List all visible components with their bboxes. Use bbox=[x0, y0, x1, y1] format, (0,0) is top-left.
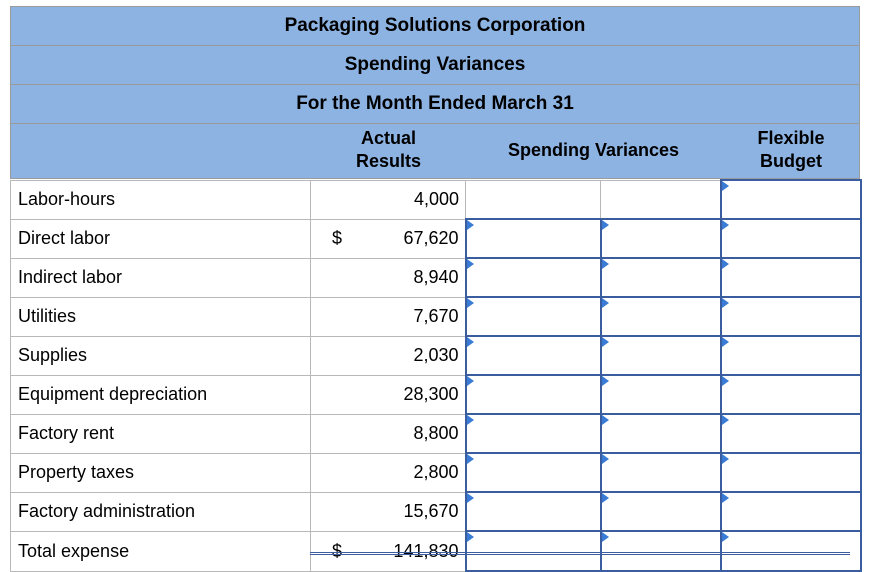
row-label: Supplies bbox=[11, 336, 311, 375]
dropdown-marker-icon bbox=[467, 220, 474, 230]
variance-type-input[interactable] bbox=[601, 453, 721, 492]
dropdown-marker-icon bbox=[722, 298, 729, 308]
dollar-sign: $ bbox=[311, 219, 351, 258]
variance-amount-input[interactable] bbox=[466, 297, 601, 336]
dollar-sign bbox=[311, 375, 351, 414]
actual-value: 2,800 bbox=[351, 453, 466, 492]
variance-amount-input[interactable] bbox=[466, 453, 601, 492]
dropdown-marker-icon bbox=[467, 259, 474, 269]
flexible-budget-input[interactable] bbox=[721, 258, 861, 297]
variance-amount-input[interactable] bbox=[466, 492, 601, 531]
variance-amount-input[interactable] bbox=[466, 219, 601, 258]
dropdown-marker-icon bbox=[467, 298, 474, 308]
actual-value: 7,670 bbox=[351, 297, 466, 336]
variance-amount-input[interactable] bbox=[466, 336, 601, 375]
dropdown-marker-icon bbox=[467, 337, 474, 347]
table-row bbox=[11, 375, 861, 414]
flexible-budget-input[interactable] bbox=[721, 414, 861, 453]
variance-type-input[interactable] bbox=[601, 219, 721, 258]
row-label: Utilities bbox=[11, 297, 311, 336]
dollar-sign: $ bbox=[311, 531, 351, 571]
row-label: Total expense bbox=[11, 531, 311, 571]
dropdown-marker-icon bbox=[467, 415, 474, 425]
row-label: Indirect labor bbox=[11, 258, 311, 297]
table-row bbox=[11, 219, 861, 258]
table-row bbox=[11, 492, 861, 531]
dropdown-marker-icon bbox=[602, 415, 609, 425]
actual-value: 141,830 bbox=[351, 531, 466, 571]
dropdown-marker-icon bbox=[602, 493, 609, 503]
dropdown-marker-icon bbox=[602, 376, 609, 386]
variance-type-input[interactable] bbox=[601, 414, 721, 453]
row-label: Factory rent bbox=[11, 414, 311, 453]
table-row bbox=[11, 180, 861, 219]
variance-type-input bbox=[601, 180, 721, 219]
dropdown-marker-icon bbox=[602, 532, 609, 542]
dropdown-marker-icon bbox=[722, 415, 729, 425]
report-period: For the Month Ended March 31 bbox=[10, 84, 860, 124]
dollar-sign bbox=[311, 453, 351, 492]
row-label: Direct labor bbox=[11, 219, 311, 258]
dollar-sign bbox=[311, 414, 351, 453]
actual-value: 15,670 bbox=[351, 492, 466, 531]
flexible-budget-input[interactable] bbox=[721, 531, 861, 571]
variance-type-input[interactable] bbox=[601, 297, 721, 336]
variance-type-input[interactable] bbox=[601, 258, 721, 297]
actual-value: 8,800 bbox=[351, 414, 466, 453]
dropdown-marker-icon bbox=[722, 454, 729, 464]
flexible-budget-input[interactable] bbox=[721, 297, 861, 336]
total-double-underline bbox=[310, 552, 850, 555]
dropdown-marker-icon bbox=[722, 532, 729, 542]
variance-type-input[interactable] bbox=[601, 492, 721, 531]
spending-variances-header: Spending Variances bbox=[507, 140, 680, 160]
row-label: Factory administration bbox=[11, 492, 311, 531]
dropdown-marker-icon bbox=[602, 220, 609, 230]
table-row bbox=[11, 297, 861, 336]
variance-amount-input[interactable] bbox=[466, 375, 601, 414]
variance-type-input[interactable] bbox=[601, 531, 721, 571]
variance-amount-input bbox=[466, 180, 601, 219]
actual-value: 28,300 bbox=[351, 375, 466, 414]
flexible-budget-input[interactable] bbox=[721, 453, 861, 492]
dropdown-marker-icon bbox=[722, 493, 729, 503]
dropdown-marker-icon bbox=[467, 493, 474, 503]
row-label: Labor-hours bbox=[11, 180, 311, 219]
spending-variance-report bbox=[10, 6, 860, 572]
dropdown-marker-icon bbox=[722, 376, 729, 386]
variance-type-input[interactable] bbox=[601, 336, 721, 375]
flexible-budget-input[interactable] bbox=[721, 375, 861, 414]
dollar-sign bbox=[311, 180, 351, 219]
variance-amount-input[interactable] bbox=[466, 414, 601, 453]
actual-value: 8,940 bbox=[351, 258, 466, 297]
dropdown-marker-icon bbox=[722, 259, 729, 269]
actual-value: 2,030 bbox=[351, 336, 466, 375]
dollar-sign bbox=[311, 336, 351, 375]
flexible-budget-input[interactable] bbox=[721, 219, 861, 258]
table-row bbox=[11, 414, 861, 453]
table-row bbox=[11, 336, 861, 375]
dropdown-marker-icon bbox=[602, 337, 609, 347]
flexible-budget-header: Flexible Budget bbox=[757, 128, 825, 171]
table-row bbox=[11, 453, 861, 492]
dropdown-marker-icon bbox=[602, 454, 609, 464]
dollar-sign bbox=[311, 258, 351, 297]
variance-amount-input[interactable] bbox=[466, 531, 601, 571]
dollar-sign bbox=[311, 492, 351, 531]
actual-value: 4,000 bbox=[351, 180, 466, 219]
dropdown-marker-icon bbox=[602, 259, 609, 269]
dropdown-marker-icon bbox=[467, 376, 474, 386]
actual-value: 67,620 bbox=[351, 219, 466, 258]
dropdown-marker-icon bbox=[467, 454, 474, 464]
dollar-sign bbox=[311, 297, 351, 336]
dropdown-marker-icon bbox=[722, 181, 729, 191]
row-label: Property taxes bbox=[11, 453, 311, 492]
column-header-row bbox=[10, 124, 860, 179]
flexible-budget-input[interactable] bbox=[721, 180, 861, 219]
dropdown-marker-icon bbox=[722, 220, 729, 230]
variance-amount-input[interactable] bbox=[466, 258, 601, 297]
row-label: Equipment depreciation bbox=[11, 375, 311, 414]
actual-results-header: Actual Results bbox=[355, 128, 422, 171]
dropdown-marker-icon bbox=[722, 337, 729, 347]
flexible-budget-input[interactable] bbox=[721, 492, 861, 531]
table-row bbox=[11, 258, 861, 297]
flexible-budget-input[interactable] bbox=[721, 336, 861, 375]
dropdown-marker-icon bbox=[602, 298, 609, 308]
variance-type-input[interactable] bbox=[601, 375, 721, 414]
dropdown-marker-icon bbox=[467, 532, 474, 542]
company-name: Packaging Solutions Corporation bbox=[10, 6, 860, 45]
report-title: Spending Variances bbox=[10, 45, 860, 84]
table-row bbox=[11, 531, 861, 571]
variance-table bbox=[10, 179, 862, 572]
